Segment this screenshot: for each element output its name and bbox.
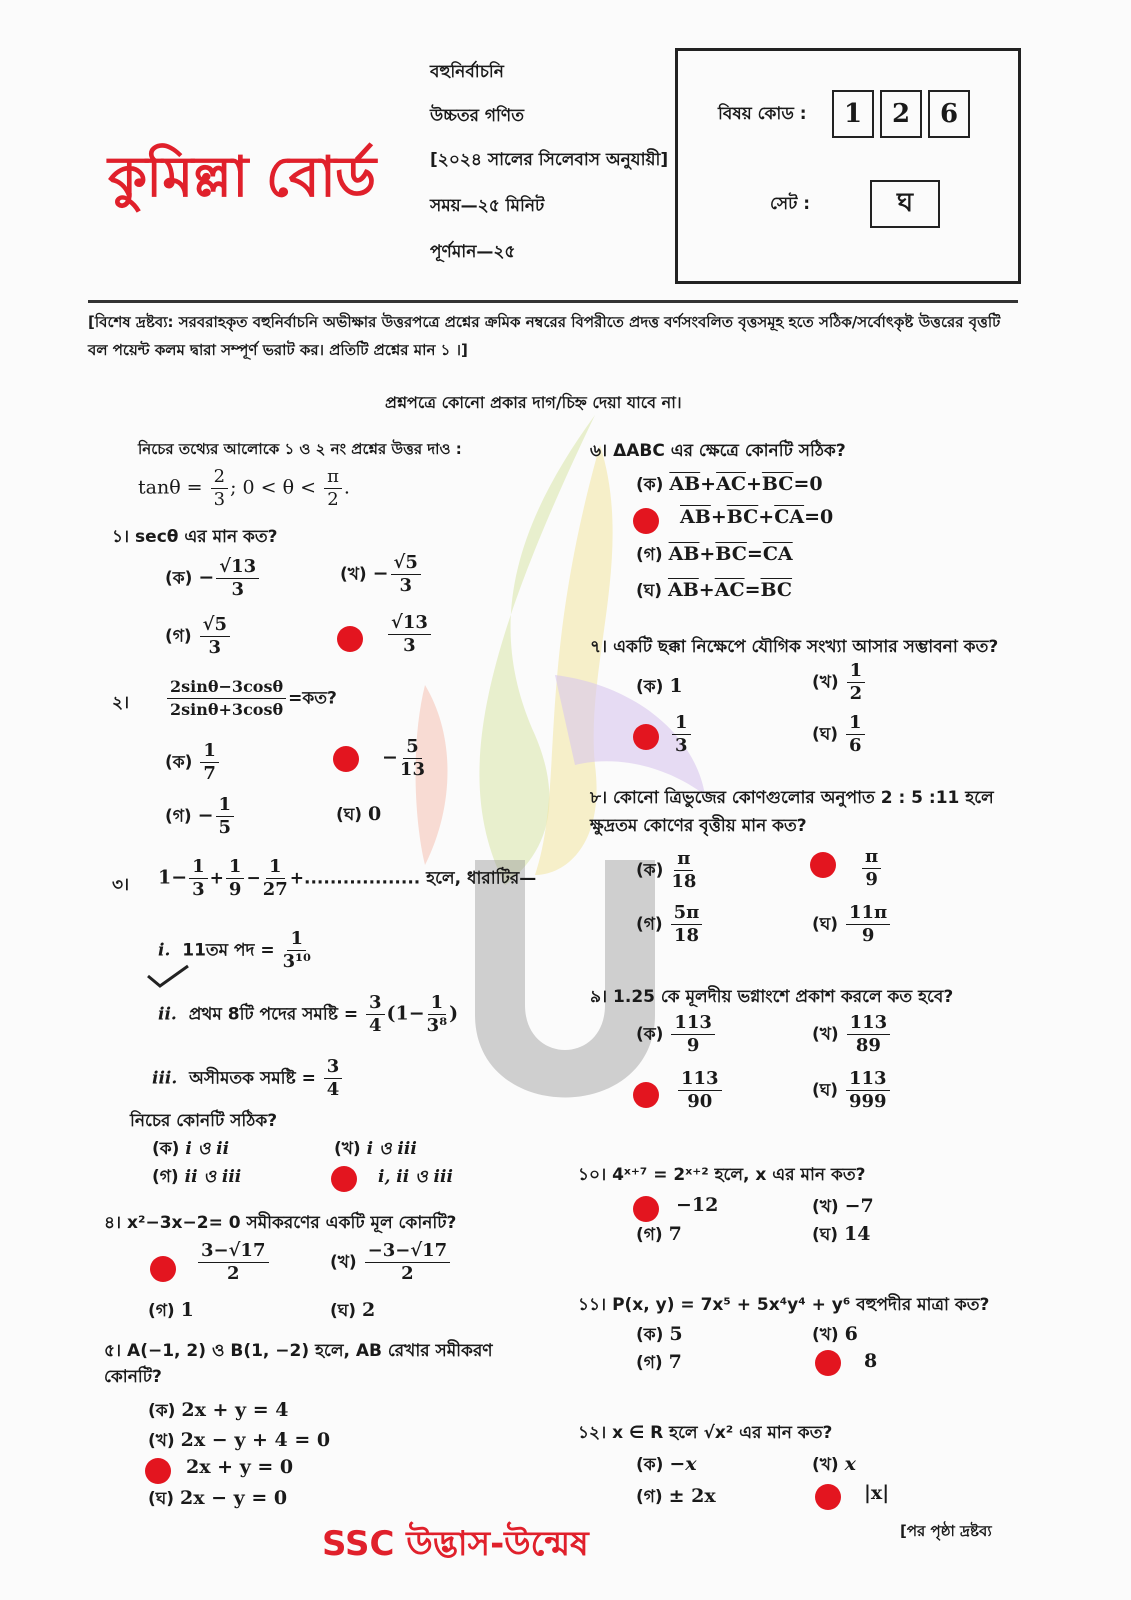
answer-marker [333, 746, 359, 772]
syllabus-note: [২০২৪ সালের সিলেবাস অনুযায়ী] [430, 150, 669, 170]
question-11: ১১। P(x, y) = 7x⁵ + 5x⁴y⁴ + y⁶ বহুপদীর মাত্রা কত? [578, 1295, 990, 1315]
q3-option-a: (ক) i ও ii [152, 1139, 230, 1159]
q7-option-d: (ঘ) $\frac{1}{6}$ [812, 712, 867, 757]
full-marks: পূর্ণমান—২৫ [430, 242, 516, 262]
question-5: ৫। A(−1, 2) ও B(1, −2) হলে, AB রেখার সমীকরণ কোনটি? [104, 1341, 493, 1387]
q3-statement-ii: ii. প্রথম 8টি পদের সমষ্টি = $\frac{3}{4}$ (1− $\frac{1}{\text{3⁸}}$ ) [158, 992, 459, 1036]
q4-option-d: (ঘ) 2 [330, 1299, 376, 1321]
subject-code-digit: 1 [832, 90, 874, 138]
answer-marker [145, 1458, 171, 1484]
q3-option-b: (খ) i ও iii [334, 1139, 417, 1159]
q1-option-d: $\frac{√13}{3}$ [386, 612, 433, 657]
q11-option-d: 8 [864, 1350, 878, 1372]
q3-statement-iii: iii. অসীমতক সমষ্টি = $\frac{3}{4}$ [152, 1056, 344, 1101]
board-title: কুমিল্লা বোর্ড [108, 145, 376, 210]
q3-prompt: নিচের কোনটি সঠিক? [130, 1111, 278, 1131]
q3-statement-i: i. 11তম পদ = $\frac{1}{\text{3¹⁰}}$ [158, 928, 311, 972]
answer-marker [815, 1350, 841, 1376]
q2-option-c: (গ) − $\frac{1}{5}$ [165, 794, 236, 839]
next-page-note: [পর পৃষ্ঠা দ্রষ্টব্য [900, 1522, 992, 1540]
q3-option-c: (গ) ii ও iii [152, 1167, 242, 1187]
special-note: [বিশেষ দ্রষ্টব্য: সরবরাহকৃত বহুনির্বাচনি অভীক্ষার উত্তরপত্রে প্রশ্নের ক্রমিক নম্বরের বিপরীতে প্রদত্ত বর্ণসংবলিত বৃত্তসমূহ হতে সঠিক/সর্বোৎকৃষ্ট উত্তরের বৃত্তটি বল পয়েন্ট কলম দ্বারা সম্পূর্ণ ভরাট কর। প্রতিটি প্রশ্নের মান ১ ।] [88, 313, 1001, 359]
q12-option-c: (গ) ± 2x [636, 1485, 716, 1507]
question-2-number: ২। [112, 693, 130, 713]
subject-code-box [675, 48, 1021, 284]
q11-option-c: (গ) 7 [636, 1351, 682, 1373]
answer-marker [633, 1196, 659, 1222]
exam-type: বহুনির্বাচনি [430, 62, 504, 82]
q2-option-d: (ঘ) 0 [336, 803, 382, 825]
q8-option-d: (ঘ) $\frac{11\pi}{9}$ [812, 902, 892, 947]
q7-option-c: $\frac{1}{3}$ [670, 712, 693, 757]
answer-marker [150, 1256, 176, 1282]
q12-option-d: |x| [864, 1482, 890, 1504]
question-4: ৪। x²−3x−2= 0 সমীকরণের একটি মূল কোনটি? [104, 1213, 457, 1233]
q5-option-b: (খ) 2x − y + 4 = 0 [148, 1429, 331, 1451]
q9-option-a: (ক) $\frac{113}{9}$ [636, 1012, 717, 1057]
q5-option-a: (ক) 2x + y = 4 [148, 1399, 289, 1421]
q10-option-b: (খ) −7 [812, 1195, 874, 1217]
q5-option-c: 2x + y = 0 [186, 1456, 294, 1478]
checkmark-icon [146, 962, 190, 990]
no-marks-warning: প্রশ্নপত্রে কোনো প্রকার দাগ/চিহ্ন দেয়া যাবে না। [385, 393, 682, 412]
question-7: ৭। একটি ছক্কা নিক্ষেপে যৌগিক সংখ্যা আসার সম্ভাবনা কত? [590, 637, 999, 657]
q10-option-d: (ঘ) 14 [812, 1223, 871, 1245]
set-label: সেট : [770, 194, 811, 214]
q2-option-b: − $\frac{5}{13}$ [382, 736, 425, 780]
q6-option-b: $\overline{AB}+\overline{BC}+\overline{CA}=0$ [680, 506, 834, 528]
q4-option-a: $\frac{3-√17}{2}$ [196, 1240, 271, 1285]
q6-option-a: (ক) $\overline{AB}+\overline{AC}+\overline{BC}=0$ [636, 473, 823, 495]
subject-code-label: বিষয় কোড : [718, 104, 807, 124]
q9-option-d: (ঘ) $\frac{113}{999}$ [812, 1068, 892, 1113]
question-3-number: ৩। [112, 875, 130, 895]
set-value: ঘ [870, 180, 940, 228]
answer-marker [633, 508, 659, 534]
q10-option-a: −12 [676, 1194, 719, 1216]
q5-option-d: (ঘ) 2x − y = 0 [148, 1487, 288, 1509]
question-2: $\frac{2\sin\theta-3\cos\theta}{2\sin\theta+3\cos\theta}$ =কত? [165, 676, 337, 721]
footer-brand: SSC উদ্ভাস-উন্মেষ [322, 1524, 589, 1564]
exam-time: সময়—২৫ মিনিট [430, 196, 545, 216]
answer-marker [633, 1082, 659, 1108]
answer-marker [810, 852, 836, 878]
q4-option-b: (খ) $\frac{-3-√17}{2}$ [330, 1240, 452, 1285]
answer-marker [337, 626, 363, 652]
q1-option-b: (খ) − $\frac{√5}{3}$ [340, 552, 423, 597]
q6-option-d: (ঘ) $\overline{AB}+\overline{AC}=\overline{BC}$ [636, 579, 793, 601]
q3-option-d: i, ii ও iii [378, 1167, 453, 1187]
q12-option-a: (ক) −x [636, 1453, 697, 1475]
q1-option-c: (গ) $\frac{√5}{3}$ [165, 614, 232, 659]
answer-marker [331, 1166, 357, 1192]
q10-option-c: (গ) 7 [636, 1223, 682, 1245]
subject-code-digit: 2 [880, 90, 922, 138]
q11-option-b: (খ) 6 [812, 1323, 858, 1345]
q8-option-b: $\frac{\pi}{9}$ [860, 846, 883, 891]
question-8: ৮। কোনো ত্রিভুজের কোণগুলোর অনুপাত 2 : 5 :11 হলে ক্ষুদ্রতম কোণের বৃত্তীয় মান কত? [590, 788, 994, 836]
given-equation: tanθ = $\frac{2}{3}$ ; 0 < θ < $\frac{\pi}{2}$ . [138, 466, 350, 510]
question-10: ১০। 4ˣ⁺⁷ = 2ˣ⁺² হলে, x এর মান কত? [578, 1165, 866, 1185]
answer-marker [815, 1484, 841, 1510]
q7-option-a: (ক) 1 [636, 675, 683, 697]
q9-option-c: $\frac{113}{90}$ [676, 1068, 724, 1113]
q8-option-c: (গ) $\frac{5\pi}{18}$ [636, 902, 704, 947]
q6-option-c: (গ) $\overline{AB}+\overline{BC}=\overline{CA}$ [636, 543, 793, 565]
question-12: ১২। x ∈ R হলে √x² এর মান কত? [578, 1423, 833, 1443]
q1-option-a: (ক) − $\frac{√13}{3}$ [165, 556, 261, 601]
question-3: 1− $\frac{1}{3}$ + $\frac{1}{9}$ − $\frac{1}{27}$ +.................. হলে, ধারাটির— [158, 856, 537, 900]
question-9: ৯। 1.25 কে মূলদীয় ভগ্নাংশে প্রকাশ করলে কত হবে? [590, 987, 954, 1007]
answer-marker [633, 724, 659, 750]
question-6: ৬। ΔABC এর ক্ষেত্রে কোনটি সঠিক? [590, 441, 846, 461]
intro-text: নিচের তথ্যের আলোকে ১ ও ২ নং প্রশ্নের উত্তর দাও : [138, 440, 462, 458]
q11-option-a: (ক) 5 [636, 1323, 683, 1345]
question-1: ১। secθ এর মান কত? [112, 527, 278, 547]
divider [88, 300, 1018, 303]
q8-option-a: (ক) $\frac{\pi}{18}$ [636, 848, 697, 892]
q4-option-c: (গ) 1 [148, 1299, 194, 1321]
subject-name: উচ্চতর গণিত [430, 106, 524, 126]
subject-code-digit: 6 [928, 90, 970, 138]
q12-option-b: (খ) x [812, 1453, 856, 1475]
q2-option-a: (ক) $\frac{1}{7}$ [165, 740, 221, 785]
q7-option-b: (খ) $\frac{1}{2}$ [812, 660, 867, 705]
q9-option-b: (খ) $\frac{113}{89}$ [812, 1012, 892, 1057]
